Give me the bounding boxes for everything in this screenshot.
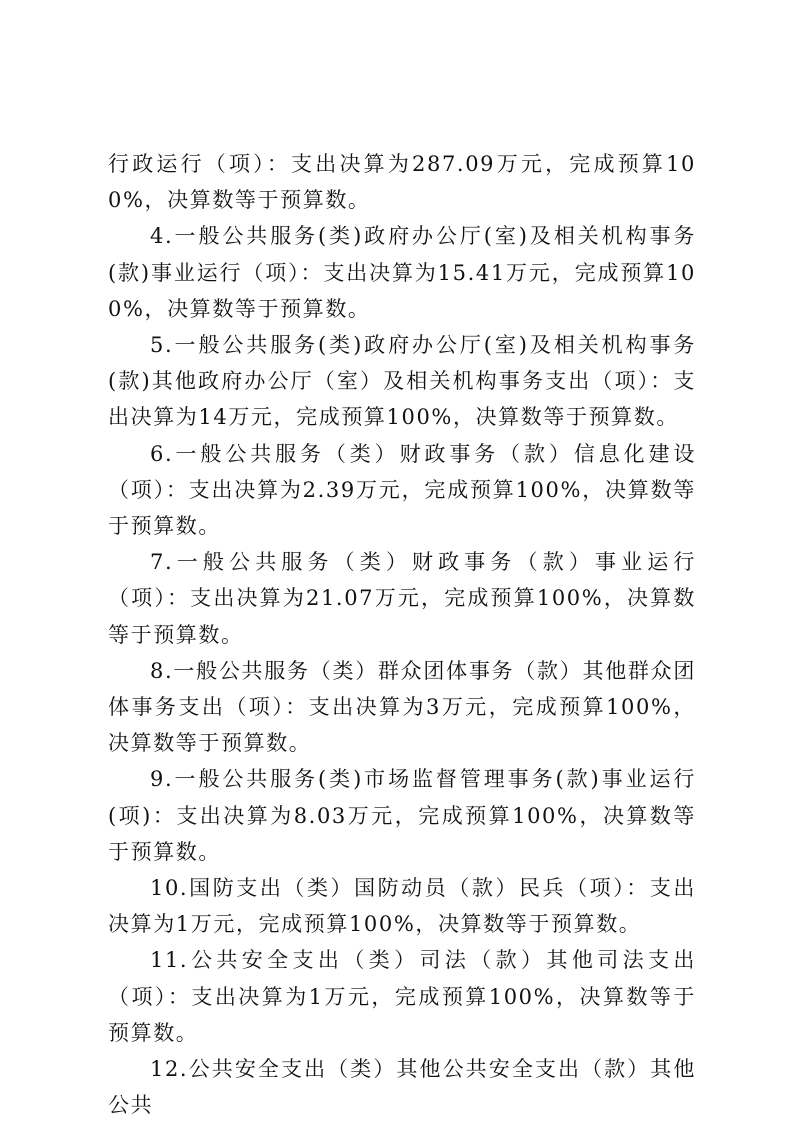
paragraph-item-11: 11.公共安全支出（类）司法（款）其他司法支出（项）：支出决算为1万元，完成预算100%，决算数等于预算数。 [108, 948, 696, 1045]
paragraph-item-10: 10.国防支出（类）国防动员（款）民兵（项）：支出决算为1万元，完成预算100%，决算数等于预算数。 [108, 876, 696, 937]
paragraph-administrative-operation: 行政运行（项）：支出决算为287.09万元，完成预算100%，决算数等于预算数。 [108, 152, 696, 213]
paragraph-item-12: 12.公共安全支出（类）其他公共安全支出（款）其他公共 [108, 1057, 696, 1118]
paragraph-item-4: 4.一般公共服务(类)政府办公厅(室)及相关机构事务(款)事业运行（项）：支出决算为15.41万元，完成预算100%，决算数等于预算数。 [108, 224, 696, 321]
paragraph-item-5: 5.一般公共服务(类)政府办公厅(室)及相关机构事务(款)其他政府办公厅（室）及相关机构事务支出（项）：支出决算为14万元，完成预算100%，决算数等于预算数。 [108, 333, 696, 430]
paragraph-item-9: 9.一般公共服务(类)市场监督管理事务(款)事业运行(项)：支出决算为8.03万元，完成预算100%，决算数等于预算数。 [108, 767, 696, 864]
paragraph-item-7: 7.一般公共服务（类）财政事务（款）事业运行（项）：支出决算为21.07万元，完成预算100%，决算数等于预算数。 [108, 550, 696, 647]
paragraph-item-6: 6.一般公共服务（类）财政事务（款）信息化建设（项）：支出决算为2.39万元，完成预算100%，决算数等于预算数。 [108, 441, 696, 539]
paragraph-item-8: 8.一般公共服务（类）群众团体事务（款）其他群众团体事务支出（项）：支出决算为3万元，完成预算100%，决算数等于预算数。 [108, 658, 696, 756]
document-body [108, 146, 696, 1123]
